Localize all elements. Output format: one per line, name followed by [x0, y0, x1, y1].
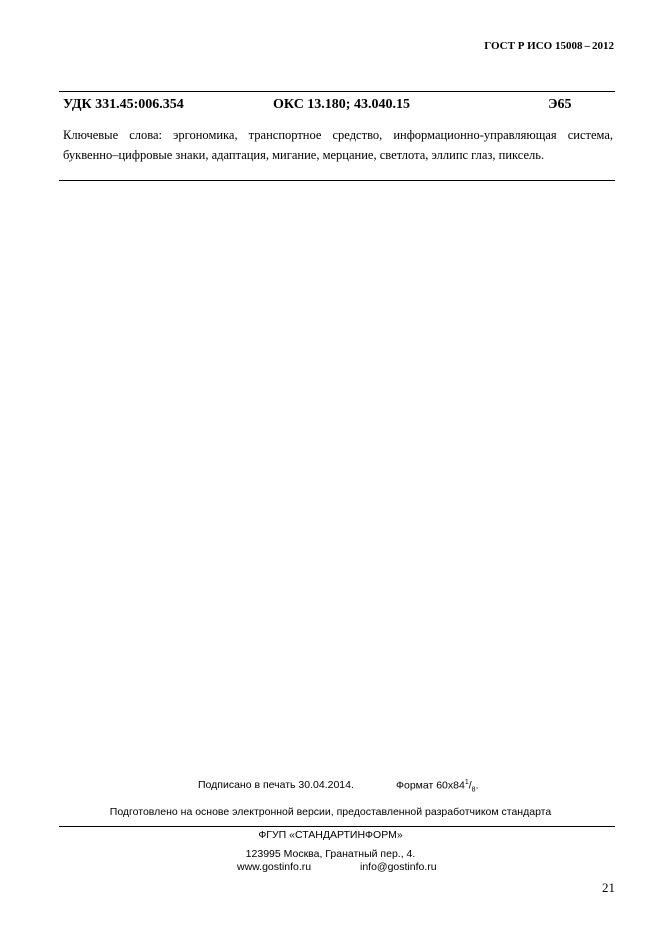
format-numerator: 1: [464, 779, 469, 786]
format-denominator: 8: [471, 786, 476, 794]
prepared-note: Подготовлено на основе электронной версии, предоставленной разработчиком стандарта: [109, 806, 552, 818]
publisher-website: www.gostinfo.ru: [237, 861, 312, 873]
publisher-name: ФГУП «СТАНДАРТИНФОРМ»: [258, 829, 403, 841]
udk-code: УДК 331.45:006.354: [63, 97, 184, 112]
top-rule: [59, 91, 615, 92]
format-separator: /: [468, 779, 472, 792]
category-code: Э65: [548, 97, 572, 112]
keywords-rule: [59, 180, 615, 181]
format-end: .: [475, 779, 479, 792]
keywords-paragraph: Ключевые слова: эргономика, транспортное средство, информационно-управляющая система, буквенно–цифровые знаки, адаптация, мигание, мерцание, светлота, эллипс глаз, пиксель.: [63, 128, 613, 162]
classification-codes: [63, 97, 615, 117]
standard-dash: –: [584, 40, 590, 52]
publisher-email: info@gostinfo.ru: [360, 861, 437, 873]
page-number: 21: [602, 880, 615, 895]
standard-designation: [484, 40, 614, 52]
publisher-address: 123995 Москва, Гранатный пер., 4.: [245, 848, 416, 860]
standard-year: 2012: [592, 40, 614, 52]
format-label: Формат 60x84: [396, 779, 465, 792]
oks-code: ОКС 13.180; 43.040.15: [273, 97, 410, 112]
paper-format: [396, 779, 478, 794]
standard-prefix: ГОСТ Р ИСО 15008: [484, 40, 583, 52]
signed-for-print: Подписано в печать 30.04.2014.: [198, 779, 354, 791]
imprint-rule: [59, 826, 615, 827]
